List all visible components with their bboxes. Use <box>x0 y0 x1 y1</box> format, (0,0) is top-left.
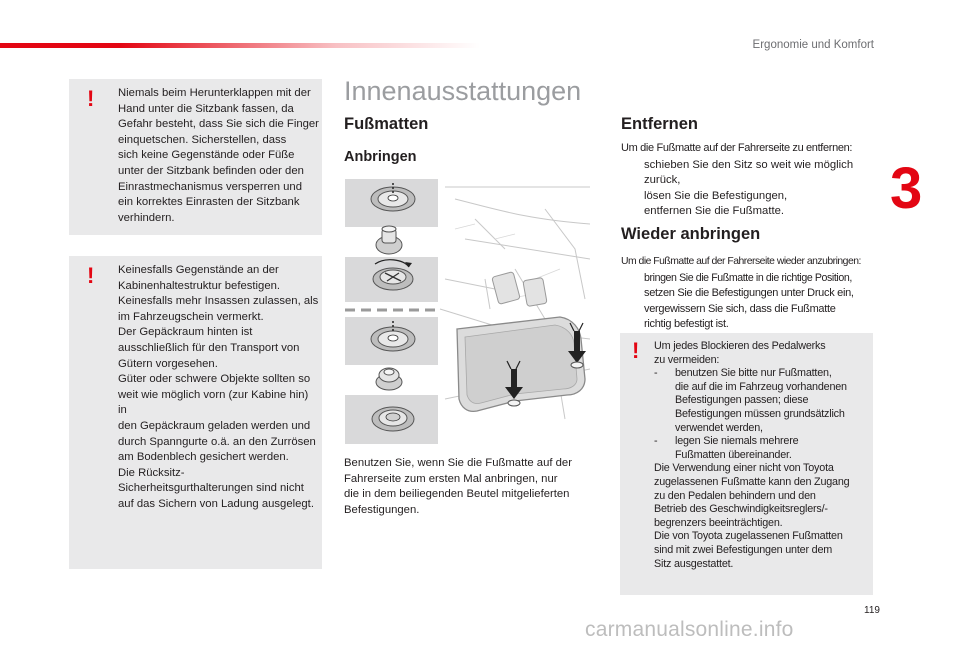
warning-line: zu vermeiden: <box>654 353 720 366</box>
warning-line: ein korrektes Einrasten der Sitzbank <box>118 196 300 209</box>
floor-mat-illustration <box>345 179 590 444</box>
warning-line: durch Spanngurte o.ä. an den Zurrösen <box>118 435 316 448</box>
warning-line: Keinesfalls mehr Insassen zulassen, als <box>118 295 319 308</box>
entfernen-steps <box>621 158 871 220</box>
warning-line: ausschließlich für den Transport von <box>118 341 300 354</box>
warning-line: verwendet werden, <box>675 421 763 434</box>
step-text: vergewissern Sie sich, dass die Fußmatte <box>644 302 836 315</box>
heading-entfernen: Entfernen <box>621 115 699 133</box>
warning-line: am Bodenblech gesichert werden. <box>118 451 289 464</box>
text-line: die in dem beiliegenden Beutel mitgelieferten <box>344 488 570 501</box>
list-item <box>621 286 876 301</box>
wieder-intro: Um die Fußmatte auf der Fahrerseite wieder anzubringen: <box>621 256 861 267</box>
list-item <box>621 302 876 333</box>
bullet-icon <box>621 204 644 219</box>
warning-line: zugelassenen Fußmatte kann den Zugang <box>654 475 850 488</box>
list-item <box>621 158 871 189</box>
warning-line: Sitz ausgestattet. <box>654 557 734 570</box>
warning-line: Kabinenhaltestruktur befestigen. <box>118 279 281 292</box>
step-text: schieben Sie den Sitz so weit wie möglich <box>644 159 854 171</box>
list-item <box>654 367 870 435</box>
warning-icon: ! <box>87 263 95 288</box>
warning-line: im Fahrzeugschein vermerkt. <box>118 310 264 323</box>
warning-line: den Gepäckraum geladen werden und <box>118 419 311 432</box>
step-text: bringen Sie die Fußmatte in die richtige Position, <box>644 272 852 284</box>
warning-line: Gütern vorgesehen. <box>118 357 218 370</box>
step-text: lösen Sie die Befestigungen, <box>644 189 788 202</box>
warning-line: Befestigungen müssen grundsätzlich <box>675 407 845 420</box>
warning-text <box>118 86 320 226</box>
list-item <box>621 204 871 219</box>
warning-line: sind mit zwei Befestigungen unter dem <box>654 543 833 556</box>
warning-line: Die Rücksitz- <box>118 466 185 479</box>
bullet-icon <box>621 158 644 189</box>
heading-anbringen: Anbringen <box>344 149 417 165</box>
bullet-icon <box>621 271 644 286</box>
warning-icon: ! <box>632 338 640 363</box>
chapter-number: 3 <box>890 156 923 221</box>
bullet-icon <box>621 189 644 204</box>
page-title: Innenausstattungen <box>344 76 582 106</box>
heading-fussmatten: Fußmatten <box>344 115 429 133</box>
warning-line: weit wie möglich vorn (zur Kabine hin) in <box>118 388 309 417</box>
warning-line: Hand unter die Sitzbank fassen, da <box>118 102 294 115</box>
warning-line: Einrastmechanismus versperren und <box>118 180 302 193</box>
wieder-steps <box>621 271 876 333</box>
warning-line: unter der Sitzbank befinden oder den <box>118 164 304 177</box>
step-text: entfernen Sie die Fußmatte. <box>644 205 785 218</box>
warning-line: Keinesfalls Gegenstände an der <box>118 264 279 276</box>
dash: - <box>654 367 658 380</box>
step-text: setzen Sie die Befestigungen unter Druck ein, <box>644 287 854 300</box>
floor-mat-figure <box>345 179 590 444</box>
warning-text <box>118 263 320 513</box>
warning-line: Fußmatten übereinander. <box>675 448 792 461</box>
text-line: Befestigungen. <box>344 503 420 516</box>
warning-line: verhindern. <box>118 211 175 224</box>
dash: - <box>654 435 658 448</box>
warning-icon: ! <box>87 86 95 111</box>
warning-line: Der Gepäckraum hinten ist <box>118 326 253 339</box>
list-item <box>654 435 870 462</box>
text-line: Benutzen Sie, wenn Sie die Fußmatte auf der <box>344 457 572 469</box>
warning-line: Um jedes Blockieren des Pedalwerks <box>654 340 826 352</box>
warning-line: einquetschen. Sicherstellen, dass <box>118 133 287 146</box>
warning-line: Die Verwendung einer nicht von Toyota <box>654 462 834 475</box>
warning-box-pedals <box>620 333 873 595</box>
bullet-icon <box>621 286 644 301</box>
entfernen-intro: Um die Fußmatte auf der Fahrerseite zu entfernen: <box>621 142 853 154</box>
list-item <box>621 271 876 286</box>
warning-line: Die von Toyota zugelassenen Fußmatten <box>654 530 843 543</box>
section-title: Ergonomie und Komfort <box>752 39 874 51</box>
warning-line: auf das Sichern von Ladung ausgelegt. <box>118 497 314 510</box>
page-number: 119 <box>864 605 880 616</box>
anbringen-text <box>344 456 594 518</box>
warning-line: Sicherheitsgurthalterungen sind nicht <box>118 482 304 495</box>
warning-line: legen Sie niemals mehrere <box>675 435 799 448</box>
warning-line: benutzen Sie bitte nur Fußmatten, <box>675 367 832 380</box>
warning-line: Niemals beim Herunterklappen mit der <box>118 87 311 99</box>
warning-line: Gefahr besteht, dass Sie sich die Finger <box>118 118 319 131</box>
header-accent-bar <box>0 43 480 48</box>
heading-wieder-anbringen: Wieder anbringen <box>621 225 761 243</box>
bullet-icon <box>621 302 644 333</box>
warning-line: zu den Pedalen behindern und den <box>654 489 816 502</box>
warning-line: die auf die im Fahrzeug vorhandenen <box>675 380 847 393</box>
warning-box-seat <box>69 79 322 235</box>
list-item <box>621 189 871 204</box>
warning-line: begrenzers beeinträchtigen. <box>654 516 783 529</box>
warning-text <box>654 340 870 571</box>
warning-box-cargo <box>69 256 322 569</box>
warning-line: Güter oder schwere Objekte sollten so <box>118 373 311 386</box>
step-text: richtig befestigt ist. <box>644 318 729 331</box>
warning-line: sich keine Gegenstände oder Füße <box>118 149 295 162</box>
step-text: zurück, <box>644 174 681 187</box>
warning-line: Betrieb des Geschwindigkeitsreglers/- <box>654 503 828 516</box>
text-line: Fahrerseite zum ersten Mal anbringen, nur <box>344 472 558 485</box>
watermark: carmanualsonline.info <box>585 618 794 641</box>
warning-line: Befestigungen passen; diese <box>675 394 809 407</box>
